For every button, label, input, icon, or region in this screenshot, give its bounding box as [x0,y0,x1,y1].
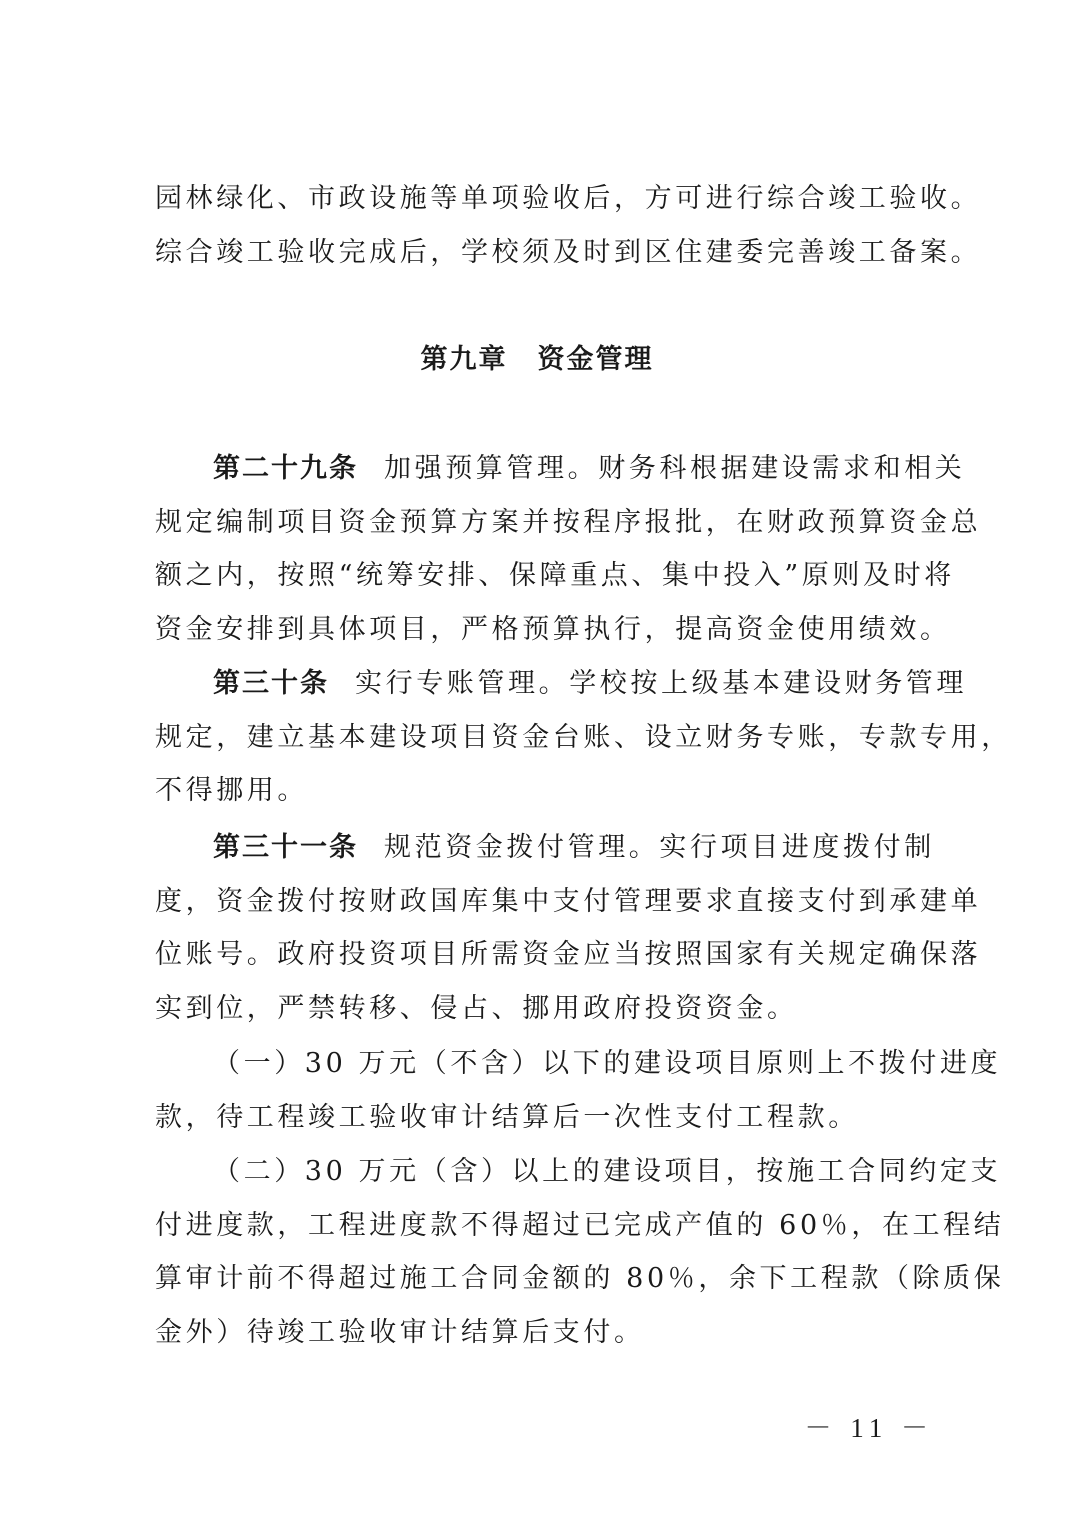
chapter-heading [0,335,1074,385]
intro-line: 综合竣工验收完成后，学校须及时到区住建委完善竣工备案。 [155,236,982,268]
article-29 [155,442,982,656]
clause-line: 算审计前不得超过施工合同金额的 80％，余下工程款（除质保 [155,1263,1005,1294]
clause-line: 款，待工程竣工验收审计结算后一次性支付工程款。 [155,1101,859,1133]
article-line: 实到位，严禁转移、侵占、挪用政府投资资金。 [155,992,798,1024]
chapter-title: 资金管理 [537,344,654,375]
article-line: 额之内，按照“统筹安排、保障重点、集中投入”原则及时将 [155,560,955,591]
article-heading: 第三十一条 [213,832,358,863]
article-line: 资金安排到具体项目，严格预算执行，提高资金使用绩效。 [155,613,951,645]
article-first-line [155,657,967,711]
article-first-line [155,442,966,496]
clause-1 [155,1037,1002,1144]
article-heading: 第三十条 [213,668,329,699]
article-heading: 第二十九条 [213,453,358,484]
clause-first-line: （二）30 万元（含）以上的建设项目，按施工合同约定支 [213,1156,1002,1187]
chapter-number: 第九章 [420,344,508,375]
article-line: 规定编制项目资金预算方案并按程序报批，在财政预算资金总 [155,506,982,538]
article-line: 不得挪用。 [155,775,308,806]
clause-2 [155,1145,1005,1359]
article-first-line [155,821,933,875]
article-line: 规定，建立基本建设项目资金台账、设立财务专账，专款专用， [155,721,1012,753]
intro-line: 园林绿化、市政设施等单项验收后，方可进行综合竣工验收。 [155,183,982,214]
article-line: 位账号。政府投资项目所需资金应当按照国家有关规定确保落 [155,939,982,970]
clause-first-line: （一）30 万元（不含）以下的建设项目原则上不拨付进度 [213,1048,1002,1079]
page-number: － 11 － [804,1413,934,1443]
article-30 [155,657,1012,818]
article-lead-text: 实行专账管理。学校按上级基本建设财务管理 [355,668,967,699]
article-lead-text: 规范资金拨付管理。实行项目进度拨付制 [384,832,935,863]
article-31 [155,821,982,1035]
clause-line: 付进度款，工程进度款不得超过已完成产值的 60％，在工程结 [155,1209,1005,1241]
article-lead-text: 加强预算管理。财务科根据建设需求和相关 [384,453,966,484]
clause-line: 金外）待竣工验收审计结算后支付。 [155,1316,645,1348]
article-line: 度，资金拨付按财政国库集中支付管理要求直接支付到承建单 [155,885,982,917]
intro-paragraph [155,172,982,279]
